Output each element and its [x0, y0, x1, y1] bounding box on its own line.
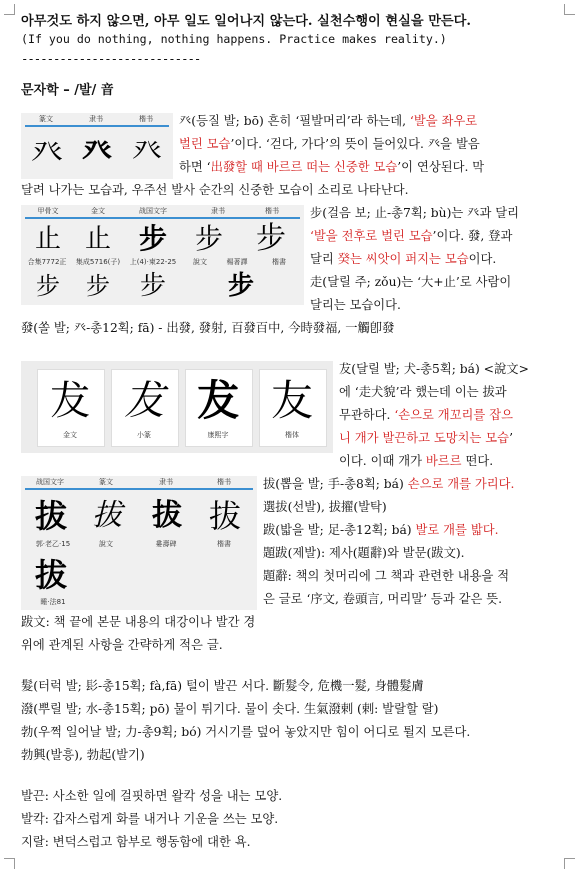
text: ’이다. ‘걷다, 가다’의 뜻이 들어있다. 癶을 발음 — [230, 137, 480, 151]
text-line: 潑(뿌릴 발; 水-총15획; pō) 물이 튀기다. 물이 솟다. 生氣潑剌 (剌: 발랄할 랄) — [21, 702, 439, 716]
page-corner-mark — [564, 4, 575, 15]
script-label: 金文 — [91, 207, 105, 215]
source-caption: 楷書 — [217, 540, 231, 548]
glyph-clerical: 癶 — [82, 135, 112, 170]
source-caption: 說文 — [99, 540, 113, 548]
text: 하면 ‘ — [179, 160, 211, 174]
text-line: 달리는 모습이다. — [310, 298, 401, 312]
page-corner-mark — [564, 858, 575, 869]
script-caption: 小篆 — [137, 431, 151, 439]
script-label: 篆文 — [99, 478, 113, 486]
script-label: 楷书 — [139, 115, 153, 123]
source-caption: 睡·法81 — [40, 598, 66, 606]
source-caption: 婁壽碑 — [155, 540, 177, 548]
source-caption: 合集7772正 — [27, 258, 67, 266]
figure-bal-dog-scripts — [21, 361, 333, 453]
highlight-text: ‘발을 전후로 벌린 모습 — [310, 229, 433, 243]
script-label: 楷书 — [265, 207, 279, 215]
script-caption: 金文 — [63, 431, 77, 439]
page-corner-mark — [4, 4, 15, 15]
text: 무관하다. — [339, 408, 395, 422]
text-line — [310, 225, 557, 248]
glyph-kangxi: 犮 — [196, 376, 239, 425]
text-line: 위에 관계된 사항을 간략하게 적은 글. — [21, 638, 223, 652]
highlight-text: ‘발을 좌우로 — [409, 114, 478, 128]
figure-header-bar — [25, 125, 169, 127]
glyph-bronze: 止 — [84, 224, 111, 254]
section-pull-step — [21, 473, 557, 657]
motto-english: (If you do nothing, nothing happens. Practice makes reality.) — [21, 32, 447, 46]
script-label: 战国文字 — [139, 207, 167, 215]
figure-header-bar — [25, 488, 253, 490]
document-page — [21, 12, 557, 854]
source-caption: 楊著譯 — [226, 258, 248, 266]
glyph-bronze: 犮 — [50, 378, 90, 424]
text-line: 步(걸음 보; 止-총7획; bù)는 癶과 달리 — [310, 206, 519, 220]
spacer — [21, 657, 557, 675]
section-bal-radical — [21, 110, 557, 202]
text: ’이 연상된다. 막 — [397, 160, 485, 174]
glyph-seal: 拔 — [92, 498, 122, 533]
highlight-text: 出發할 때 바르르 떠는 신중한 모습 — [210, 160, 398, 174]
text-line: 選拔(선발), 拔擢(발탁) — [263, 500, 387, 514]
text-line — [179, 156, 557, 179]
source-caption: 郭·老乙·15 — [35, 540, 71, 548]
highlight-text: 바르르 — [425, 454, 462, 468]
text-line: 題辭: 책의 첫머리에 그 책과 관련한 내용을 적 — [263, 569, 510, 583]
glyph-seal: 癶 — [30, 134, 63, 172]
source-caption: 上(4)·柬22-25 — [129, 258, 177, 266]
figure-pull-scripts — [21, 476, 257, 610]
separator-dashes: ---------------------------- — [21, 52, 201, 66]
text-line: 犮(달릴 발; 犬-총5획; bá) <說文> — [339, 362, 529, 376]
script-caption: 楷体 — [285, 431, 299, 439]
glyph-cursive-variant: 步 — [227, 271, 254, 301]
motto-korean: 아무것도 하지 않으면, 아무 일도 일어나지 않는다. 실천수행이 현실을 만든다. — [21, 14, 472, 29]
text-line: 勃(우쩍 일어날 발; 力-총9획; bó) 거시기를 덮어 놓았지만 힘이 어디로 튈지 모른다. — [21, 725, 471, 739]
text-line — [339, 450, 557, 473]
highlight-text: 벌린 모습 — [179, 137, 231, 151]
figure-bo-scripts — [21, 205, 304, 305]
glyph-qin-bamboo: 拔 — [34, 556, 67, 594]
text-line: 은 글로 ‘序文, 卷頭言, 머리말’ 등과 같은 뜻. — [263, 592, 503, 606]
text-line: 勃興(발흥), 勃起(발기) — [21, 748, 145, 762]
text-line — [263, 519, 557, 542]
glyph-oracle: 止 — [34, 224, 61, 254]
section-korean-words — [21, 785, 557, 854]
section-bal-dog — [21, 358, 557, 473]
figure-header-bar — [25, 217, 300, 219]
highlight-text: 발로 개를 밟다. — [415, 523, 499, 537]
glyph-seal: 步 — [194, 222, 223, 255]
script-label: 甲骨文 — [37, 207, 59, 215]
text: 이다. — [468, 252, 497, 266]
text-line: 지랄: 변덕스럽고 함부로 행동함에 대한 욕. — [21, 835, 251, 849]
text: 拔(뽑을 발; 手-총8획; bá) — [263, 477, 408, 491]
text-line: 달려 나가는 모습과, 우주선 발사 순간의 신중한 모습이 소리로 나타난다. — [21, 183, 409, 197]
text-line — [310, 248, 557, 271]
text: ’ — [509, 431, 513, 445]
section-related-chars — [21, 675, 557, 767]
glyph-warring-variant: 步 — [139, 271, 166, 301]
glyph-oracle-variant: 步 — [36, 272, 60, 300]
source-caption: 集成5716(子) — [75, 258, 121, 266]
text-line — [179, 110, 557, 133]
page-corner-mark — [4, 858, 15, 869]
glyph-regular: 癶 — [132, 135, 162, 170]
script-label: 隶书 — [89, 115, 103, 123]
text-line: 題跋(제발): 제사(題辭)와 발문(跋文). — [263, 546, 465, 560]
text-line: 발칵: 갑자스럽게 화를 내거나 기운을 쓰는 모양. — [21, 812, 279, 826]
glyph-regular: 拔 — [208, 497, 241, 535]
spacer — [21, 340, 557, 358]
script-label: 隶书 — [211, 207, 225, 215]
spacer — [21, 767, 557, 785]
text: 이다. 이때 개가 — [339, 454, 426, 468]
page-title: 문자학 – /발/ 音 — [21, 83, 114, 98]
highlight-text: 니 개가 발끈하고 도망치는 모습 — [339, 431, 510, 445]
script-label: 隶书 — [159, 478, 173, 486]
text-line: 跋文: 책 끝에 본문 내용의 대강이나 발간 경 — [21, 615, 256, 629]
script-label: 篆文 — [39, 115, 53, 123]
highlight-text: 손으로 개를 가리다. — [407, 477, 515, 491]
text: 달리 — [310, 252, 338, 266]
source-caption: 楷書 — [272, 258, 286, 266]
figure-bal-radical-scripts — [21, 113, 173, 179]
glyph-regular: 步 — [256, 221, 286, 256]
highlight-text: ‘손으로 개꼬리를 잡으 — [394, 408, 513, 422]
glyph-clerical: 拔 — [152, 498, 182, 533]
text: 떤다. — [461, 454, 494, 468]
glyph-warring: 步 — [138, 222, 167, 255]
text-line — [179, 133, 557, 156]
glyph-warring: 拔 — [34, 497, 67, 535]
glyph-regular: 友 — [270, 376, 313, 425]
glyph-seal: 犮 — [124, 378, 164, 424]
script-caption: 康熙字 — [207, 431, 229, 439]
text-line — [339, 427, 557, 450]
glyph-bronze-variant: 步 — [86, 272, 110, 300]
text-line: 發(쏠 발; 癶-총12획; fā) - 出發, 發射, 百發百中, 今時發福, 一觸卽發 — [21, 321, 395, 335]
section-bo-walk — [21, 202, 557, 340]
text: ’이다. 發, 登과 — [432, 229, 513, 243]
script-label: 战国文字 — [36, 478, 64, 486]
source-caption: 說文 — [193, 258, 207, 266]
script-label: 楷书 — [217, 478, 231, 486]
text-line: 발끈: 사소한 일에 걸핏하면 왈칵 성을 내는 모양. — [21, 789, 283, 803]
text-line: 에 ‘走犬貌’라 했는데 이는 拔과 — [339, 385, 507, 399]
highlight-text: 癸는 씨앗이 퍼지는 모습 — [337, 252, 469, 266]
text-line — [339, 404, 557, 427]
text-line: 走(달릴 주; zǒu)는 ‘大+止’로 사람이 — [310, 275, 512, 289]
text-line: 髮(터럭 발; 髟-총15획; fà,fā) 털이 발끈 서다. 斷髮令, 危機一髮, 身體髮膚 — [21, 679, 424, 693]
text: 癶(등질 발; bō) 흔히 ‘필발머리’라 하는데, — [179, 114, 410, 128]
text-line — [263, 473, 557, 496]
text: 跋(밟을 발; 足-총12획; bá) — [263, 523, 416, 537]
